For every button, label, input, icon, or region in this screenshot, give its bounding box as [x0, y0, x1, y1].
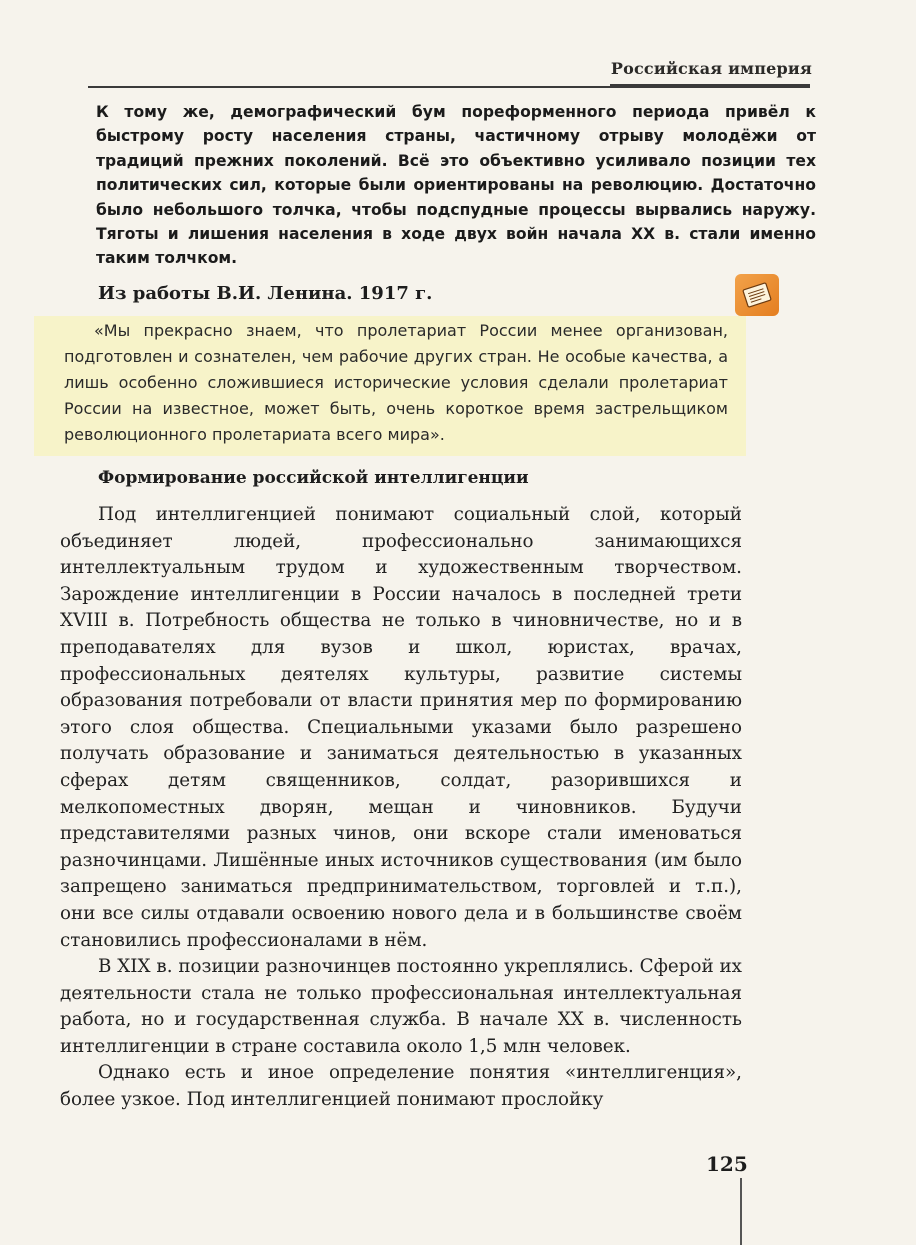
- section-heading: Формирование российской интеллигенции: [98, 468, 529, 488]
- document-icon: [735, 274, 779, 316]
- margin-rule: [740, 1178, 742, 1245]
- lenin-quote: «Мы прекрасно знаем, что пролетариат России менее организован, подготовлен и сознателен, чем рабочие других стран. Не особые качества, а лишь особенно сложившиеся исторические условия сделали пролетариат России на известное, может быть, очень короткое время застрельщиком революционного пролетариата всего мира».: [64, 321, 728, 444]
- page-number: 125: [706, 1152, 748, 1176]
- intro-paragraph: [96, 100, 816, 271]
- body-paragraph: Под интеллигенцией понимают социальный слой, который объединяет людей, профессионально занимающихся интеллектуальным трудом и художественным творчеством. Зарождение интеллигенции в России началось в последней трети XVIII в. Потребность общества не только в чиновничестве, но и в преподавателях для вузов и школ, юристах, врачах, профессиональных деятелях культуры, развитие системы образования потребовали от власти принятия мер по формированию этого слоя общества. Специальными указами было разрешено получать образование и заниматься деятельностью в указанных сферах детям священников, солдат, разорившихся и мелкопоместных дворян, мещан и чиновников. Будучи представителями разных чинов, они вскоре стали именоваться разночинцами. Лишённые иных источников существования (им было запрещено заниматься предпринимательством, торговлей и т.п.), они все силы отдавали освоению нового дела и в большинстве своём становились профессионалами в нём.: [60, 504, 742, 951]
- body-paragraph: В XIX в. позиции разночинцев постоянно укреплялись. Сферой их деятельности стала не только профессиональная интеллектуальная работа, но и государственная служба. В начале XX в. численность интеллигенции в стране составила около 1,5 млн человек.: [60, 956, 742, 1057]
- source-heading: Из работы В.И. Ленина. 1917 г.: [98, 283, 433, 304]
- section-body: [60, 502, 742, 1114]
- header-rule-accent: [610, 84, 810, 88]
- running-head: Российская империя: [610, 59, 812, 78]
- intro-paragraph-text: К тому же, демографический бум пореформенного периода привёл к быстрому росту населения страны, частичному отрыву молодёжи от традиций прежних поколений. Всё это объективно усиливало позиции тех политических сил, которые были ориентированы на революцию. Достаточно было небольшого толчка, чтобы подспудные процессы вырвались наружу. Тяготы и лишения населения в ходе двух войн начала XX в. стали именно таким толчком.: [96, 103, 816, 268]
- body-paragraph: Однако есть и иное определение понятия «интеллигенция», более узкое. Под интеллигенцией понимают прослойку: [60, 1062, 742, 1111]
